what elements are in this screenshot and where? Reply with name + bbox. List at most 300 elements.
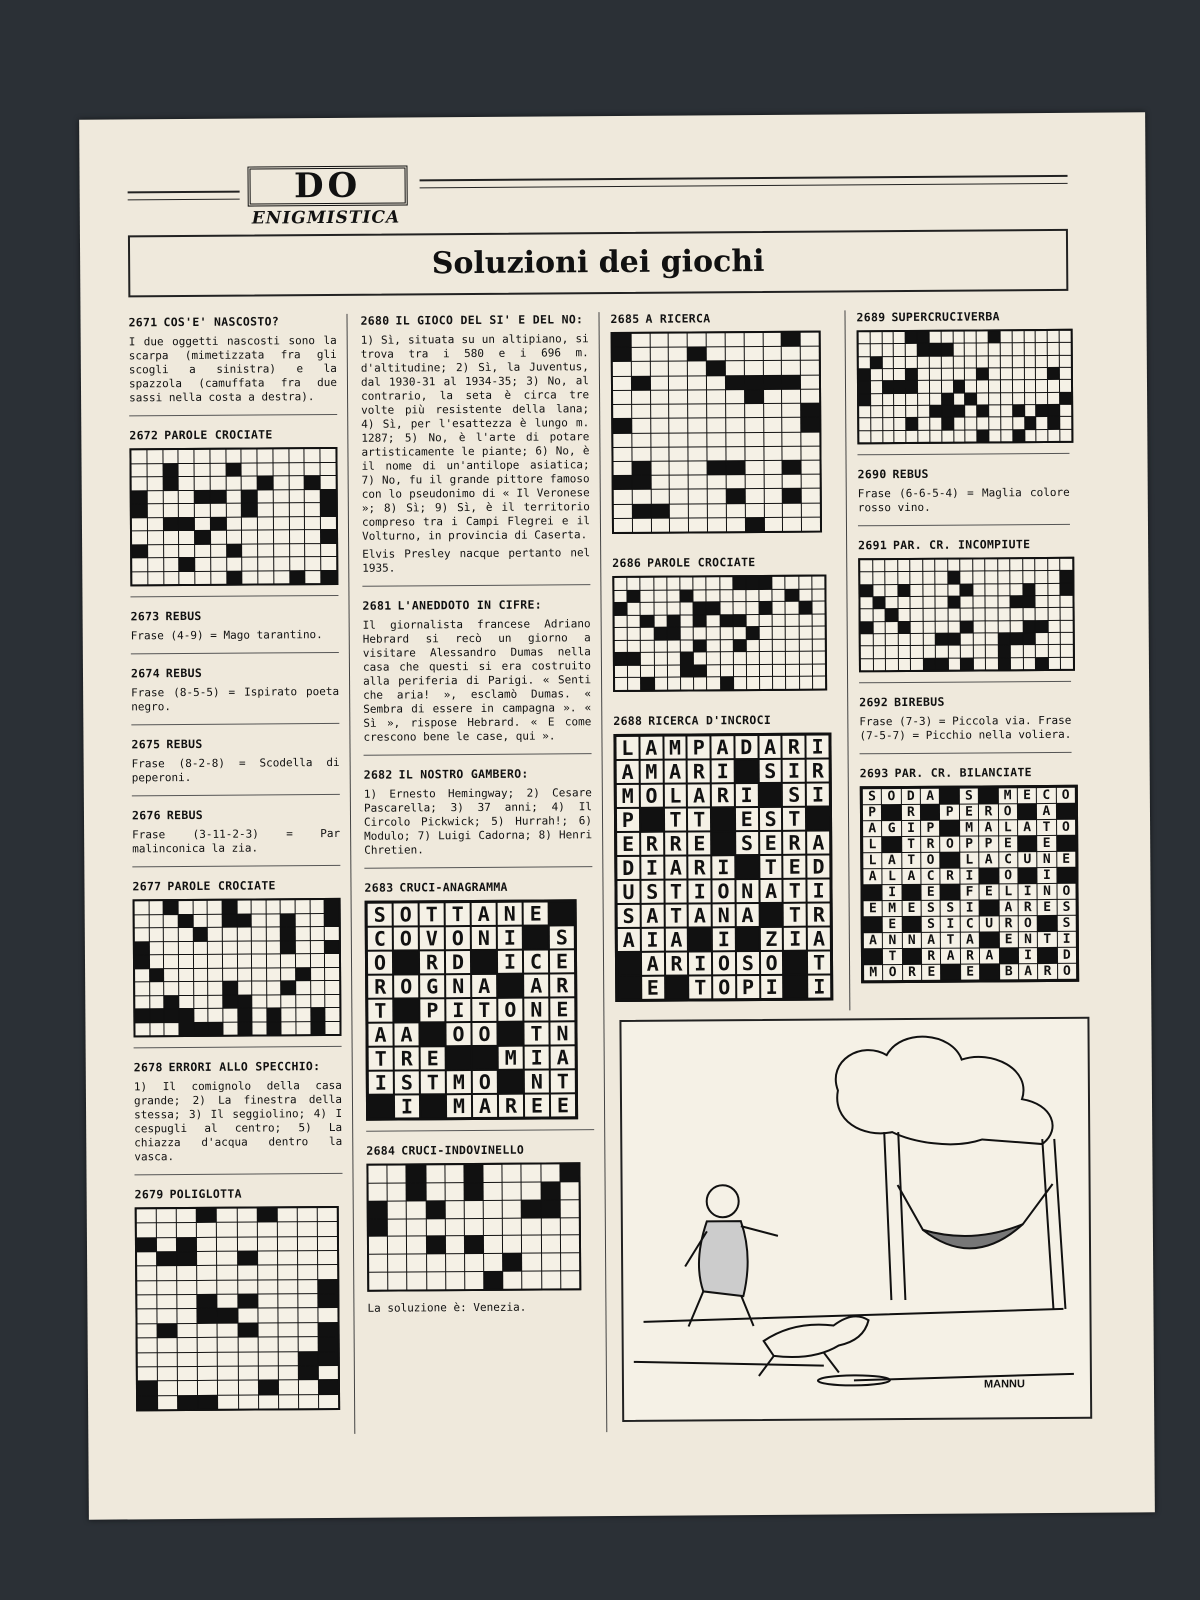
grid-cell [655, 666, 667, 678]
grid-cell [628, 678, 640, 690]
grid-cell [135, 1023, 149, 1036]
letter-cell: E [784, 856, 806, 878]
grid-cell [311, 981, 325, 994]
black-cell [712, 808, 734, 830]
grid-cell [965, 356, 976, 367]
grid-cell [298, 1280, 317, 1293]
grid-cell [407, 1237, 425, 1254]
grid-cell [296, 1008, 310, 1021]
black-cell [614, 476, 632, 489]
grid-cell [178, 1381, 197, 1394]
grid-cell [726, 347, 744, 360]
grid-cell [259, 1395, 278, 1408]
letter-cell: R [921, 837, 939, 852]
letter-cell: O [472, 1023, 496, 1045]
grid-cell [760, 677, 772, 689]
black-cell [747, 627, 759, 639]
grid-cell [1025, 380, 1036, 391]
grid-cell [198, 1338, 217, 1351]
black-cell [786, 589, 798, 601]
letter-cell: L [664, 785, 686, 807]
black-cell [737, 928, 759, 950]
letter-cell: T [472, 999, 496, 1021]
grid-cell [667, 603, 679, 615]
entry-title: REBUS [165, 608, 202, 624]
letter-cell: A [642, 953, 664, 975]
grid-cell [237, 1237, 256, 1250]
grid-cell [707, 404, 725, 417]
grid-cell [279, 1366, 298, 1379]
entry-number: 2692 [859, 695, 889, 710]
black-cell [745, 390, 763, 403]
black-cell [193, 928, 207, 941]
black-cell [613, 348, 631, 361]
grid-cell [650, 348, 668, 361]
black-cell [238, 1252, 257, 1265]
letter-cell: P [921, 821, 939, 836]
crossword-grid [611, 331, 822, 534]
grid-cell [138, 1367, 157, 1380]
grid-cell [158, 1353, 177, 1366]
black-cell [999, 633, 1011, 644]
grid-cell [989, 430, 1000, 441]
grid-cell [773, 614, 785, 626]
grid-cell [278, 1251, 297, 1264]
black-cell [238, 995, 252, 1008]
grid-cell [882, 357, 893, 368]
black-cell [720, 615, 732, 627]
grid-cell [1036, 368, 1047, 379]
letter-cell: U [617, 881, 639, 903]
black-cell [541, 1182, 559, 1199]
solution-entry [612, 554, 835, 702]
grid-cell [906, 344, 917, 355]
grid-cell [707, 433, 725, 446]
grid-cell [764, 489, 782, 502]
black-cell [165, 996, 179, 1009]
letter-cell: C [999, 852, 1017, 867]
grid-cell [278, 1266, 297, 1279]
letter-cell: R [420, 951, 444, 973]
grid-cell [1049, 633, 1061, 644]
puzzle-page [79, 112, 1155, 1519]
grid-cell [688, 404, 706, 417]
black-cell [745, 376, 763, 389]
crossword-grid [857, 329, 1074, 445]
black-cell [906, 369, 917, 380]
grid-cell [726, 390, 744, 403]
grid-cell [1013, 343, 1024, 354]
grid-cell [267, 995, 281, 1008]
grid-cell [1060, 343, 1071, 354]
grid-cell [1049, 645, 1061, 656]
letter-cell: I [736, 784, 758, 806]
black-cell [1023, 596, 1035, 607]
grid-cell [195, 517, 210, 530]
grid-cell [614, 590, 626, 602]
grid-cell [747, 677, 759, 689]
grid-cell [298, 1294, 317, 1307]
grid-cell [132, 464, 147, 477]
grid-cell [936, 584, 948, 595]
entry-number: 2682 [363, 767, 393, 782]
grid-cell [226, 477, 241, 490]
letter-cell: O [713, 976, 735, 998]
black-cell [135, 942, 149, 955]
grid-cell [782, 361, 800, 374]
entry-number: 2675 [131, 737, 161, 752]
black-cell [369, 1201, 387, 1218]
grid-cell [974, 658, 986, 669]
grid-cell [801, 389, 819, 402]
grid-cell [296, 914, 310, 927]
grid-cell [132, 477, 147, 490]
grid-cell [930, 430, 941, 441]
grid-cell [274, 490, 289, 503]
letter-cell: E [525, 1094, 549, 1116]
grid-cell [561, 1218, 579, 1235]
grid-cell [859, 345, 870, 356]
grid-cell [305, 449, 320, 462]
grid-cell [290, 544, 305, 557]
grid-cell [218, 1381, 237, 1394]
grid-cell [163, 450, 178, 463]
grid-cell [179, 490, 194, 503]
entry-number: 2685 [610, 311, 640, 327]
grid-cell [258, 1366, 277, 1379]
grid-cell [954, 393, 965, 404]
grid-cell [670, 461, 688, 474]
solution-entry [131, 665, 339, 725]
grid-cell [427, 1272, 445, 1289]
black-cell [135, 1009, 149, 1022]
grid-cell [688, 390, 706, 403]
letter-cell: C [1037, 788, 1055, 803]
black-cell [977, 405, 988, 416]
grid-cell [289, 490, 304, 503]
letter-cell: E [642, 977, 664, 999]
grid-cell [910, 572, 922, 583]
letter-cell: M [960, 820, 978, 835]
grid-cell [726, 418, 744, 431]
grid-cell [615, 628, 627, 640]
entry-number: 2677 [132, 879, 162, 894]
grid-cell [157, 1223, 176, 1236]
grid-cell [290, 530, 305, 543]
grid-cell [137, 1267, 156, 1280]
grid-cell [223, 968, 237, 981]
grid-cell [632, 391, 650, 404]
letter-cell: I [446, 999, 470, 1021]
grid-cell [445, 1201, 463, 1218]
grid-cell [948, 621, 960, 632]
grid-cell [258, 1251, 277, 1264]
grid-cell [747, 665, 759, 677]
grid-cell [446, 1254, 464, 1271]
letter-cell: D [1058, 948, 1076, 963]
grid-cell [218, 1352, 237, 1365]
letter-cell: R [808, 904, 830, 926]
letter-cell: T [783, 808, 805, 830]
black-cell [641, 809, 663, 831]
grid-cell [158, 1310, 177, 1323]
letter-cell: E [864, 901, 882, 916]
entry-note: Elvis Presley nacque pertanto nel 1935. [362, 546, 591, 575]
entry-title: REBUS [166, 736, 203, 752]
grid-cell [764, 390, 782, 403]
grid-cell [148, 545, 163, 558]
black-cell [689, 928, 711, 950]
grid-cell [242, 517, 257, 530]
black-cell [1036, 621, 1048, 632]
letter-cell: E [1037, 836, 1055, 851]
black-cell [667, 628, 679, 640]
grid-cell [783, 432, 801, 445]
grid-cell [1011, 559, 1023, 570]
grid-cell [137, 1252, 156, 1265]
grid-cell [465, 1219, 483, 1236]
grid-cell [465, 1272, 483, 1289]
grid-cell [974, 646, 986, 657]
grid-cell [720, 653, 732, 665]
entry-number: 2693 [859, 766, 889, 781]
grid-cell [694, 653, 706, 665]
grid-cell [561, 1236, 579, 1253]
grid-cell [651, 390, 669, 403]
grid-cell [688, 362, 706, 375]
grid-cell [986, 572, 998, 583]
black-cell [618, 953, 640, 975]
grid-cell [859, 406, 870, 417]
entry-number: 2679 [134, 1187, 164, 1202]
letter-cell: I [1018, 884, 1036, 899]
grid-cell [966, 418, 977, 429]
black-cell [1038, 916, 1056, 931]
grid-cell [445, 1183, 463, 1200]
grid-cell [773, 640, 785, 652]
black-cell [632, 376, 650, 389]
grid-cell [783, 446, 801, 459]
letter-cell: D [808, 856, 830, 878]
grid-cell [1061, 620, 1073, 631]
letter-cell: S [760, 808, 782, 830]
grid-cell [132, 572, 147, 585]
letter-cell: G [420, 975, 444, 997]
grid-cell [641, 628, 653, 640]
grid-cell [296, 941, 310, 954]
grid-cell [267, 927, 281, 940]
solution-entry [128, 314, 337, 416]
grid-cell [211, 544, 226, 557]
black-cell [977, 368, 988, 379]
black-cell [871, 357, 882, 368]
grid-cell [726, 404, 744, 417]
grid-cell [989, 418, 1000, 429]
header-rule-right-thin [420, 183, 1068, 189]
grid-cell [786, 614, 798, 626]
grid-cell [252, 995, 266, 1008]
grid-cell [813, 664, 825, 676]
grid-cell [278, 1294, 297, 1307]
grid-cell [651, 419, 669, 432]
grid-cell [764, 503, 782, 516]
letter-cell: A [368, 1024, 392, 1046]
letter-cell: O [1058, 964, 1076, 979]
black-cell [886, 609, 898, 620]
letter-cell: O [446, 927, 470, 949]
grid-cell [298, 1208, 317, 1221]
letter-cell: I [1038, 868, 1056, 883]
letter-cell: T [420, 903, 444, 925]
grid-cell [407, 1255, 425, 1272]
grid-cell [786, 639, 798, 651]
grid-cell [542, 1272, 560, 1289]
black-cell [966, 393, 977, 404]
entry-title: CRUCI-ANAGRAMMA [399, 879, 508, 895]
grid-cell [973, 633, 985, 644]
grid-cell [911, 622, 923, 633]
grid-cell [1061, 633, 1073, 644]
grid-cell [654, 590, 666, 602]
cartoon-signature: MANNU [983, 1378, 1025, 1391]
letter-cell: R [665, 833, 687, 855]
black-cell [864, 917, 882, 932]
entry-number: 2686 [612, 555, 642, 571]
grid-cell [369, 1273, 387, 1290]
grid-cell [522, 1236, 540, 1253]
letter-cell: M [864, 965, 882, 980]
grid-cell [800, 665, 812, 677]
grid-cell [669, 348, 687, 361]
grid-cell [726, 433, 744, 446]
black-cell [238, 1022, 252, 1035]
grid-cell [1013, 417, 1024, 428]
letter-cell: M [998, 788, 1016, 803]
grid-cell [132, 558, 147, 571]
entry-number: 2681 [362, 598, 392, 613]
grid-cell [1024, 645, 1036, 656]
black-cell [472, 951, 496, 973]
letter-cell: A [473, 1095, 497, 1117]
letter-cell: R [902, 805, 920, 820]
black-cell [735, 760, 757, 782]
grid-cell [252, 941, 266, 954]
grid-cell [859, 357, 870, 368]
letter-cell: S [368, 904, 392, 926]
grid-cell [613, 377, 631, 390]
black-cell [163, 464, 178, 477]
grid-cell [745, 432, 763, 445]
column-separator [346, 314, 355, 1434]
black-cell [999, 948, 1017, 963]
grid-cell [258, 557, 273, 570]
grid-cell [227, 531, 242, 544]
grid-cell [208, 901, 222, 914]
letter-cell: P [617, 809, 639, 831]
letter-cell: T [446, 903, 470, 925]
letter-cell: E [999, 932, 1017, 947]
black-cell [325, 913, 339, 926]
grid-cell [689, 490, 707, 503]
grid-cell [223, 1022, 237, 1035]
grid-cell [1023, 571, 1035, 582]
black-cell [882, 805, 900, 820]
grid-cell [764, 461, 782, 474]
grid-cell [989, 381, 1000, 392]
letter-cell: L [616, 737, 638, 759]
grid-cell [296, 995, 310, 1008]
black-cell [980, 900, 998, 915]
letter-cell: C [921, 869, 939, 884]
grid-cell [734, 678, 746, 690]
grid-cell [1036, 633, 1048, 644]
grid-cell [289, 449, 304, 462]
grid-cell [197, 1223, 216, 1236]
letter-cell: S [960, 788, 978, 803]
grid-cell [426, 1165, 444, 1182]
grid-cell [734, 665, 746, 677]
grid-cell [986, 646, 998, 657]
grid-cell [708, 490, 726, 503]
grid-cell [135, 969, 149, 982]
grid-cell [954, 369, 965, 380]
grid-cell [632, 433, 650, 446]
grid-cell [894, 332, 905, 343]
grid-cell [936, 597, 948, 608]
grid-cell [615, 666, 627, 678]
black-cell [179, 1009, 193, 1022]
black-cell [394, 999, 418, 1021]
grid-cell [310, 900, 324, 913]
letter-cell: E [883, 917, 901, 932]
grid-cell [238, 968, 252, 981]
grid-cell [218, 1295, 237, 1308]
letter-cell: O [999, 868, 1017, 883]
black-cell [226, 463, 241, 476]
entry-number: 2689 [856, 310, 886, 325]
grid-cell [195, 571, 210, 584]
grid-cell [930, 381, 941, 392]
grid-cell [278, 1323, 297, 1336]
grid-cell [745, 447, 763, 460]
letter-cell: I [689, 880, 711, 902]
grid-cell [930, 356, 941, 367]
grid-cell [707, 590, 719, 602]
grid-cell [157, 1209, 176, 1222]
letter-cell: A [689, 904, 711, 926]
grid-cell [910, 560, 922, 571]
black-cell [898, 622, 910, 633]
grid-cell [998, 609, 1010, 620]
black-cell [447, 1047, 471, 1069]
grid-cell [298, 1309, 317, 1322]
letter-cell: O [1057, 884, 1075, 899]
letter-cell: S [1057, 900, 1075, 915]
grid-cell [886, 597, 898, 608]
letter-cell: A [664, 761, 686, 783]
hammock-net [923, 1224, 1023, 1249]
grid-cell [296, 1022, 310, 1035]
solution-entry [364, 766, 593, 869]
grid-cell [243, 571, 258, 584]
logo-main: DO [247, 165, 407, 206]
letter-cell: C [961, 916, 979, 931]
black-cell [733, 615, 745, 627]
grid-cell [388, 1183, 406, 1200]
grid-cell [158, 1381, 177, 1394]
letter-cell: O [998, 804, 1016, 819]
black-cell [550, 902, 574, 924]
